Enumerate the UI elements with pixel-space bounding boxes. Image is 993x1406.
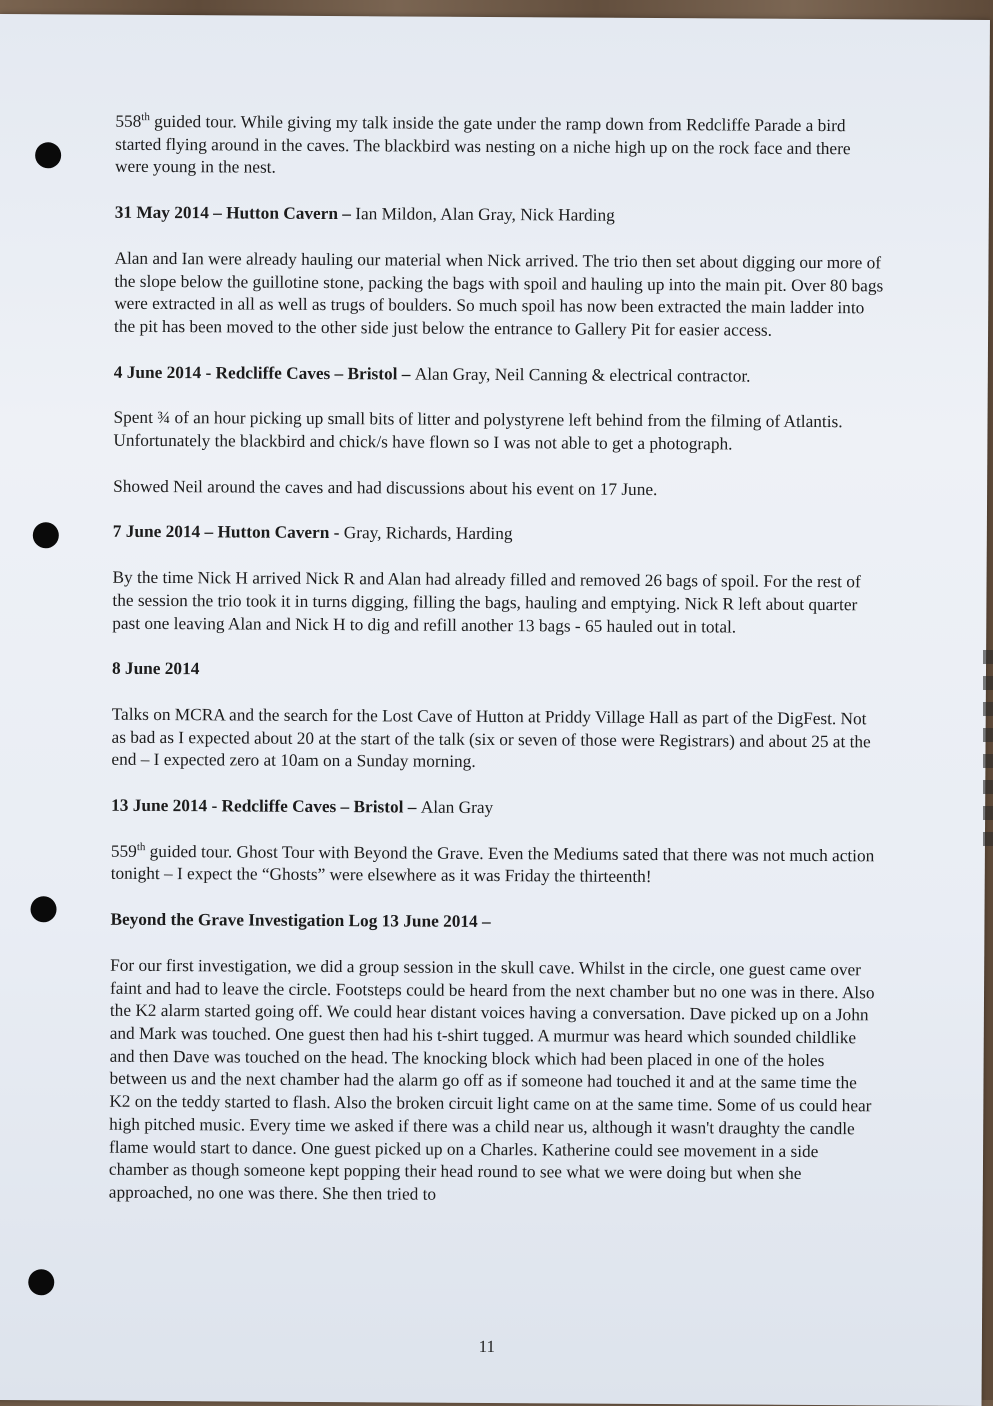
tour-number: 558 <box>115 111 142 131</box>
entry-heading <box>113 521 883 548</box>
ordinal-suffix: th <box>136 840 146 853</box>
heading-participants: Ian Mildon, Alan Gray, Nick Harding <box>355 204 615 225</box>
body-paragraph <box>111 704 881 777</box>
punch-hole <box>30 896 56 922</box>
heading-bold-text: 13 June 2014 - Redcliffe Caves – Bristol – <box>111 795 421 817</box>
paragraph-text: Talks on MCRA and the search for the Lost Cave of Hutton at Priddy Village Hall as part of the DigFest. Not as bad as I expected about 20 at the start of the talk (six or seven of those were Registrars) and about 25 at the end – I expected zero at 10am on a Sunday morning. <box>111 704 871 772</box>
body-paragraph <box>113 475 883 502</box>
body-paragraph <box>111 840 881 890</box>
heading-bold-text: 7 June 2014 – Hutton Cavern - <box>112 522 344 543</box>
paragraph-text: guided tour. While giving my talk inside the gate under the ramp down from Redcliffe Parade a bird started flying around in the caves. The blackbird was nesting on a niche high up on the rock face and there were young in the nest. <box>115 111 851 178</box>
tour-number: 559 <box>110 841 137 861</box>
body-paragraph <box>113 407 883 457</box>
body-paragraph <box>109 955 881 1209</box>
heading-participants: Alan Gray, Neil Canning & electrical contractor. <box>414 364 751 386</box>
punch-hole <box>33 522 59 548</box>
body-paragraph <box>114 248 885 344</box>
heading-bold-text: 31 May 2014 – Hutton Cavern – <box>114 202 356 224</box>
ordinal-suffix: th <box>141 111 150 124</box>
entry-heading <box>111 795 881 822</box>
paragraph-text: Alan and Ian were already hauling our material when Nick arrived. The trio then set about digging our more of the slope below the guillotine stone, packing the bags with spoil and hauling up into the main pit. Over 80 bags were extracted in all as well as trugs of boulders. So much spoil has now been extracted the main ladder into the pit has been moved to the other side just below the entrance to Gallery Pit for easier access. <box>114 248 884 340</box>
document-body <box>109 111 886 1232</box>
heading-bold-text: 4 June 2014 - Redcliffe Caves – Bristol – <box>113 362 415 384</box>
paragraph-text: For our first investigation, we did a group session in the skull cave. Whilst in the circle, one guest came over faint and had to leave the circle. Footsteps could be heard from the next chamber but no one was in there. Also the K2 alarm started going off. We could hear distant voices having a conversation. Dave picked up on a John and Mark was touched. One guest then had his t-shirt tugged. A murmur was heard which sounded childlike and then Dave was touched on the head. The knocking block which had been placed in one of the holes between us and the next chamber had the alarm go off as if someone had touched it and at the same time the K2 on the teddy started to flash. Also the broken circuit light came on at the same time. Some of us could hear high pitched music. Every time we asked if there was a child near us, although it wasn't draughty the candle flame would start to dance. One guest picked up on a Charles. Katherine could see movement in a side chamber as though someone kept popping their head round to see what we were doing but when she approached, no one was there. She then tried to <box>108 955 875 1204</box>
edge-shadow <box>983 650 993 850</box>
paragraph-text: Spent ¾ of an hour picking up small bits of litter and polystyrene left behind from the filming of Atlantis. Unfortunately the blackbird and chick/s have flown so I was not able to get a photograph. <box>113 408 843 454</box>
heading-participants: Gray, Richards, Harding <box>343 523 513 544</box>
entry-heading <box>115 202 885 229</box>
entry-heading <box>112 658 882 685</box>
paragraph-text: Showed Neil around the caves and had discussions about his event on 17 June. <box>113 476 658 499</box>
heading-bold-text: 8 June 2014 <box>111 658 200 679</box>
heading-participants: Alan Gray <box>420 797 494 818</box>
body-paragraph <box>115 111 885 184</box>
punch-hole <box>35 142 61 168</box>
entry-heading <box>114 361 884 388</box>
entry-heading <box>110 909 880 936</box>
paragraph-text: guided tour. Ghost Tour with Beyond the Grave. Even the Mediums sated that there was not much action tonight – I expect the “Ghosts” were elsewhere as it was Friday the thirteenth! <box>110 841 875 887</box>
heading-bold-text: Beyond the Grave Investigation Log 13 June 2014 – <box>110 909 491 932</box>
punch-hole <box>28 1269 54 1295</box>
paragraph-text: By the time Nick H arrived Nick R and Alan had already filled and removed 26 bags of spoil. For the rest of the session the trio took it in turns digging, filling the bags, hauling and emptying. Nick R left about quarter past one leaving Alan and Nick H to dig and refill another 13 bags - 65 hauled out in total. <box>112 567 861 637</box>
page-number: 11 <box>478 1336 496 1357</box>
document-page <box>0 14 990 1406</box>
body-paragraph <box>112 567 882 640</box>
